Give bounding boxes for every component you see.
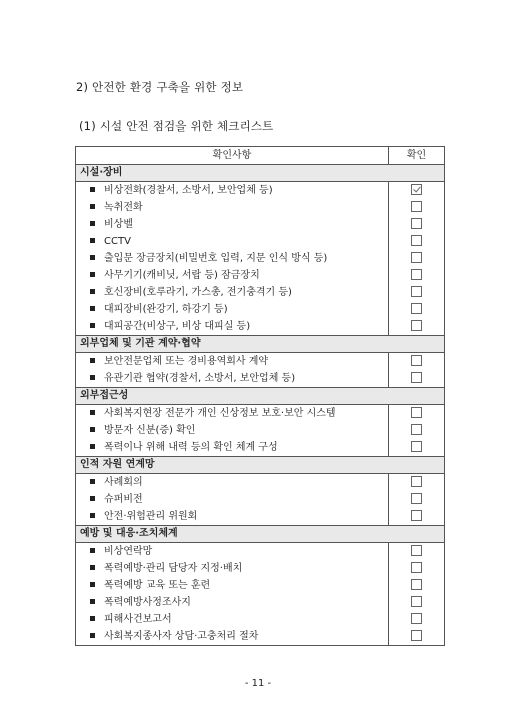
checkbox[interactable]	[411, 252, 422, 263]
checklist-item-label: 슈퍼비전	[104, 494, 143, 505]
checklist-item-label: 대피공간(비상구, 비상 대피실 등)	[104, 321, 251, 332]
table-row	[76, 474, 445, 492]
checkbox[interactable]	[411, 424, 422, 435]
checkbox[interactable]	[411, 441, 422, 452]
checkbox[interactable]	[411, 493, 422, 504]
square-bullet-icon	[90, 187, 95, 192]
section-row	[76, 526, 445, 543]
checkbox-cell	[389, 405, 445, 423]
square-bullet-icon	[90, 496, 95, 501]
table-row	[76, 422, 445, 439]
section-row	[76, 388, 445, 405]
checklist-item-label: 비상벨	[104, 219, 133, 230]
checkbox[interactable]	[411, 184, 422, 195]
section-row	[76, 336, 445, 353]
checkbox-cell	[389, 250, 445, 267]
table-row	[76, 199, 445, 216]
checkbox[interactable]	[411, 579, 422, 590]
checklist-item-label: 사무기기(캐비닛, 서랍 등) 잠금장치	[104, 270, 260, 281]
square-bullet-icon	[90, 272, 95, 277]
column-header-item: 확인사항	[76, 147, 389, 165]
square-bullet-icon	[90, 633, 95, 638]
checklist-item	[76, 491, 389, 508]
table-header-row	[76, 147, 445, 165]
checkbox-cell	[389, 594, 445, 611]
checklist-item	[76, 318, 389, 336]
checkbox-cell	[389, 370, 445, 388]
square-bullet-icon	[90, 255, 95, 260]
square-bullet-icon	[90, 306, 95, 311]
checklist-item-label: 폭력예방·관리 담당자 지정·배치	[104, 563, 243, 574]
section-title: 외부업체 및 기관 계약·협약	[76, 336, 445, 353]
page-number: - 11 -	[244, 678, 272, 689]
checklist-item	[76, 594, 389, 611]
checklist-item	[76, 508, 389, 526]
checklist-item-label: CCTV	[104, 236, 131, 247]
checklist-item	[76, 422, 389, 439]
checkbox-cell	[389, 199, 445, 216]
square-bullet-icon	[90, 513, 95, 518]
table-row	[76, 182, 445, 200]
checkbox[interactable]	[411, 235, 422, 246]
table-row	[76, 543, 445, 561]
checklist-item	[76, 370, 389, 388]
checklist-item	[76, 267, 389, 284]
table-row	[76, 628, 445, 646]
checklist-item-label: 사회복지현장 전문가 개인 신상정보 보호·보안 시스템	[104, 408, 336, 419]
checklist-item	[76, 577, 389, 594]
square-bullet-icon	[90, 238, 95, 243]
checklist-item-label: 비상전화(경찰서, 소방서, 보안업체 등)	[104, 185, 273, 196]
checklist-item-label: 폭력예방 교육 또는 훈련	[104, 580, 211, 591]
section-title: 시설·장비	[76, 165, 445, 182]
checkbox[interactable]	[411, 476, 422, 487]
square-bullet-icon	[90, 444, 95, 449]
checklist-item	[76, 216, 389, 233]
checklist-item	[76, 611, 389, 628]
checklist-item-label: 안전·위험관리 위원회	[104, 511, 198, 522]
checklist-item-label: 유관기관 협약(경찰서, 소방서, 보안업체 등)	[104, 373, 296, 384]
checkbox-cell	[389, 577, 445, 594]
table-row	[76, 233, 445, 250]
table-row	[76, 301, 445, 318]
checkbox[interactable]	[411, 562, 422, 573]
square-bullet-icon	[90, 427, 95, 432]
checkbox[interactable]	[411, 510, 422, 521]
table-row	[76, 370, 445, 388]
checkbox-cell	[389, 301, 445, 318]
checklist-item	[76, 543, 389, 561]
checkbox-cell	[389, 439, 445, 457]
section-title: 외부접근성	[76, 388, 445, 405]
checkbox[interactable]	[411, 218, 422, 229]
checklist-item	[76, 353, 389, 371]
checklist-item	[76, 439, 389, 457]
checklist-item-label: 보안전문업체 또는 경비용역회사 계약	[104, 356, 269, 367]
checkbox[interactable]	[411, 286, 422, 297]
checkbox[interactable]	[411, 303, 422, 314]
square-bullet-icon	[90, 289, 95, 294]
square-bullet-icon	[90, 616, 95, 621]
checklist-item-label: 출입문 장금장치(비밀번호 입력, 지문 인식 방식 등)	[104, 253, 328, 264]
section-title: 예방 및 대응·조치체계	[76, 526, 445, 543]
checkbox-cell	[389, 216, 445, 233]
checkbox[interactable]	[411, 613, 422, 624]
checkbox-cell	[389, 491, 445, 508]
checkbox[interactable]	[411, 596, 422, 607]
checklist-item	[76, 301, 389, 318]
checkbox[interactable]	[411, 407, 422, 418]
square-bullet-icon	[90, 358, 95, 363]
checklist-item-label: 피해사건보고서	[104, 614, 172, 625]
table-row	[76, 508, 445, 526]
checkbox-cell	[389, 318, 445, 336]
square-bullet-icon	[90, 479, 95, 484]
square-bullet-icon	[90, 582, 95, 587]
checklist-item-label: 폭력예방사정조사지	[104, 597, 191, 608]
section-title: 인적 자원 연계망	[76, 457, 445, 474]
table-row	[76, 439, 445, 457]
square-bullet-icon	[90, 221, 95, 226]
checkbox-cell	[389, 560, 445, 577]
square-bullet-icon	[90, 323, 95, 328]
square-bullet-icon	[90, 410, 95, 415]
table-row	[76, 405, 445, 423]
safety-checklist-table	[75, 146, 445, 646]
section-row	[76, 165, 445, 182]
checkbox-cell	[389, 611, 445, 628]
table-row	[76, 216, 445, 233]
section-heading: 2) 안전한 환경 구축을 위한 정보	[76, 80, 244, 94]
checkbox-cell	[389, 182, 445, 200]
square-bullet-icon	[90, 565, 95, 570]
checkbox-cell	[389, 267, 445, 284]
square-bullet-icon	[90, 375, 95, 380]
checkbox-cell	[389, 233, 445, 250]
checklist-item	[76, 250, 389, 267]
checklist-item	[76, 405, 389, 423]
checklist-item	[76, 474, 389, 492]
table-row	[76, 611, 445, 628]
checklist-item	[76, 233, 389, 250]
checkbox-cell	[389, 474, 445, 492]
checkbox[interactable]	[411, 545, 422, 556]
checkbox-cell	[389, 284, 445, 301]
checklist-body	[76, 165, 445, 646]
table-row	[76, 353, 445, 371]
table-row	[76, 491, 445, 508]
checkbox[interactable]	[411, 201, 422, 212]
checklist-title: (1) 시설 안전 점검을 위한 체크리스트	[79, 119, 274, 133]
table-row	[76, 577, 445, 594]
table-row	[76, 267, 445, 284]
checkbox[interactable]	[411, 630, 422, 641]
square-bullet-icon	[90, 548, 95, 553]
checkbox[interactable]	[411, 269, 422, 280]
table-row	[76, 318, 445, 336]
checklist-item-label: 대피장비(완강기, 하강기 등)	[104, 304, 228, 315]
checklist-item	[76, 182, 389, 200]
table-row	[76, 594, 445, 611]
checklist-item-label: 방문자 신분(증) 확인	[104, 425, 196, 436]
checklist-item-label: 호신장비(호루라기, 가스총, 전기충격기 등)	[104, 287, 292, 298]
table-row	[76, 284, 445, 301]
checklist-item	[76, 284, 389, 301]
checkbox-cell	[389, 628, 445, 646]
checkbox-cell	[389, 508, 445, 526]
checkbox[interactable]	[411, 372, 422, 383]
checklist-item-label: 비상연락망	[104, 546, 153, 557]
checklist-item-label: 녹취전화	[104, 202, 143, 213]
column-header-check: 확인	[389, 147, 445, 165]
checklist-item-label: 폭력이나 위해 내력 등의 확인 체계 구성	[104, 442, 278, 453]
checkbox-cell	[389, 353, 445, 371]
square-bullet-icon	[90, 599, 95, 604]
section-row	[76, 457, 445, 474]
checklist-item-label: 사례회의	[104, 477, 143, 488]
checkbox[interactable]	[411, 320, 422, 331]
checklist-item-label: 사회복지종사자 상담·고충처리 절차	[104, 631, 259, 642]
checklist-item	[76, 628, 389, 646]
checkbox[interactable]	[411, 355, 422, 366]
checklist-item	[76, 199, 389, 216]
table-row	[76, 250, 445, 267]
checklist-item	[76, 560, 389, 577]
square-bullet-icon	[90, 204, 95, 209]
checkbox-cell	[389, 543, 445, 561]
table-row	[76, 560, 445, 577]
checkbox-cell	[389, 422, 445, 439]
